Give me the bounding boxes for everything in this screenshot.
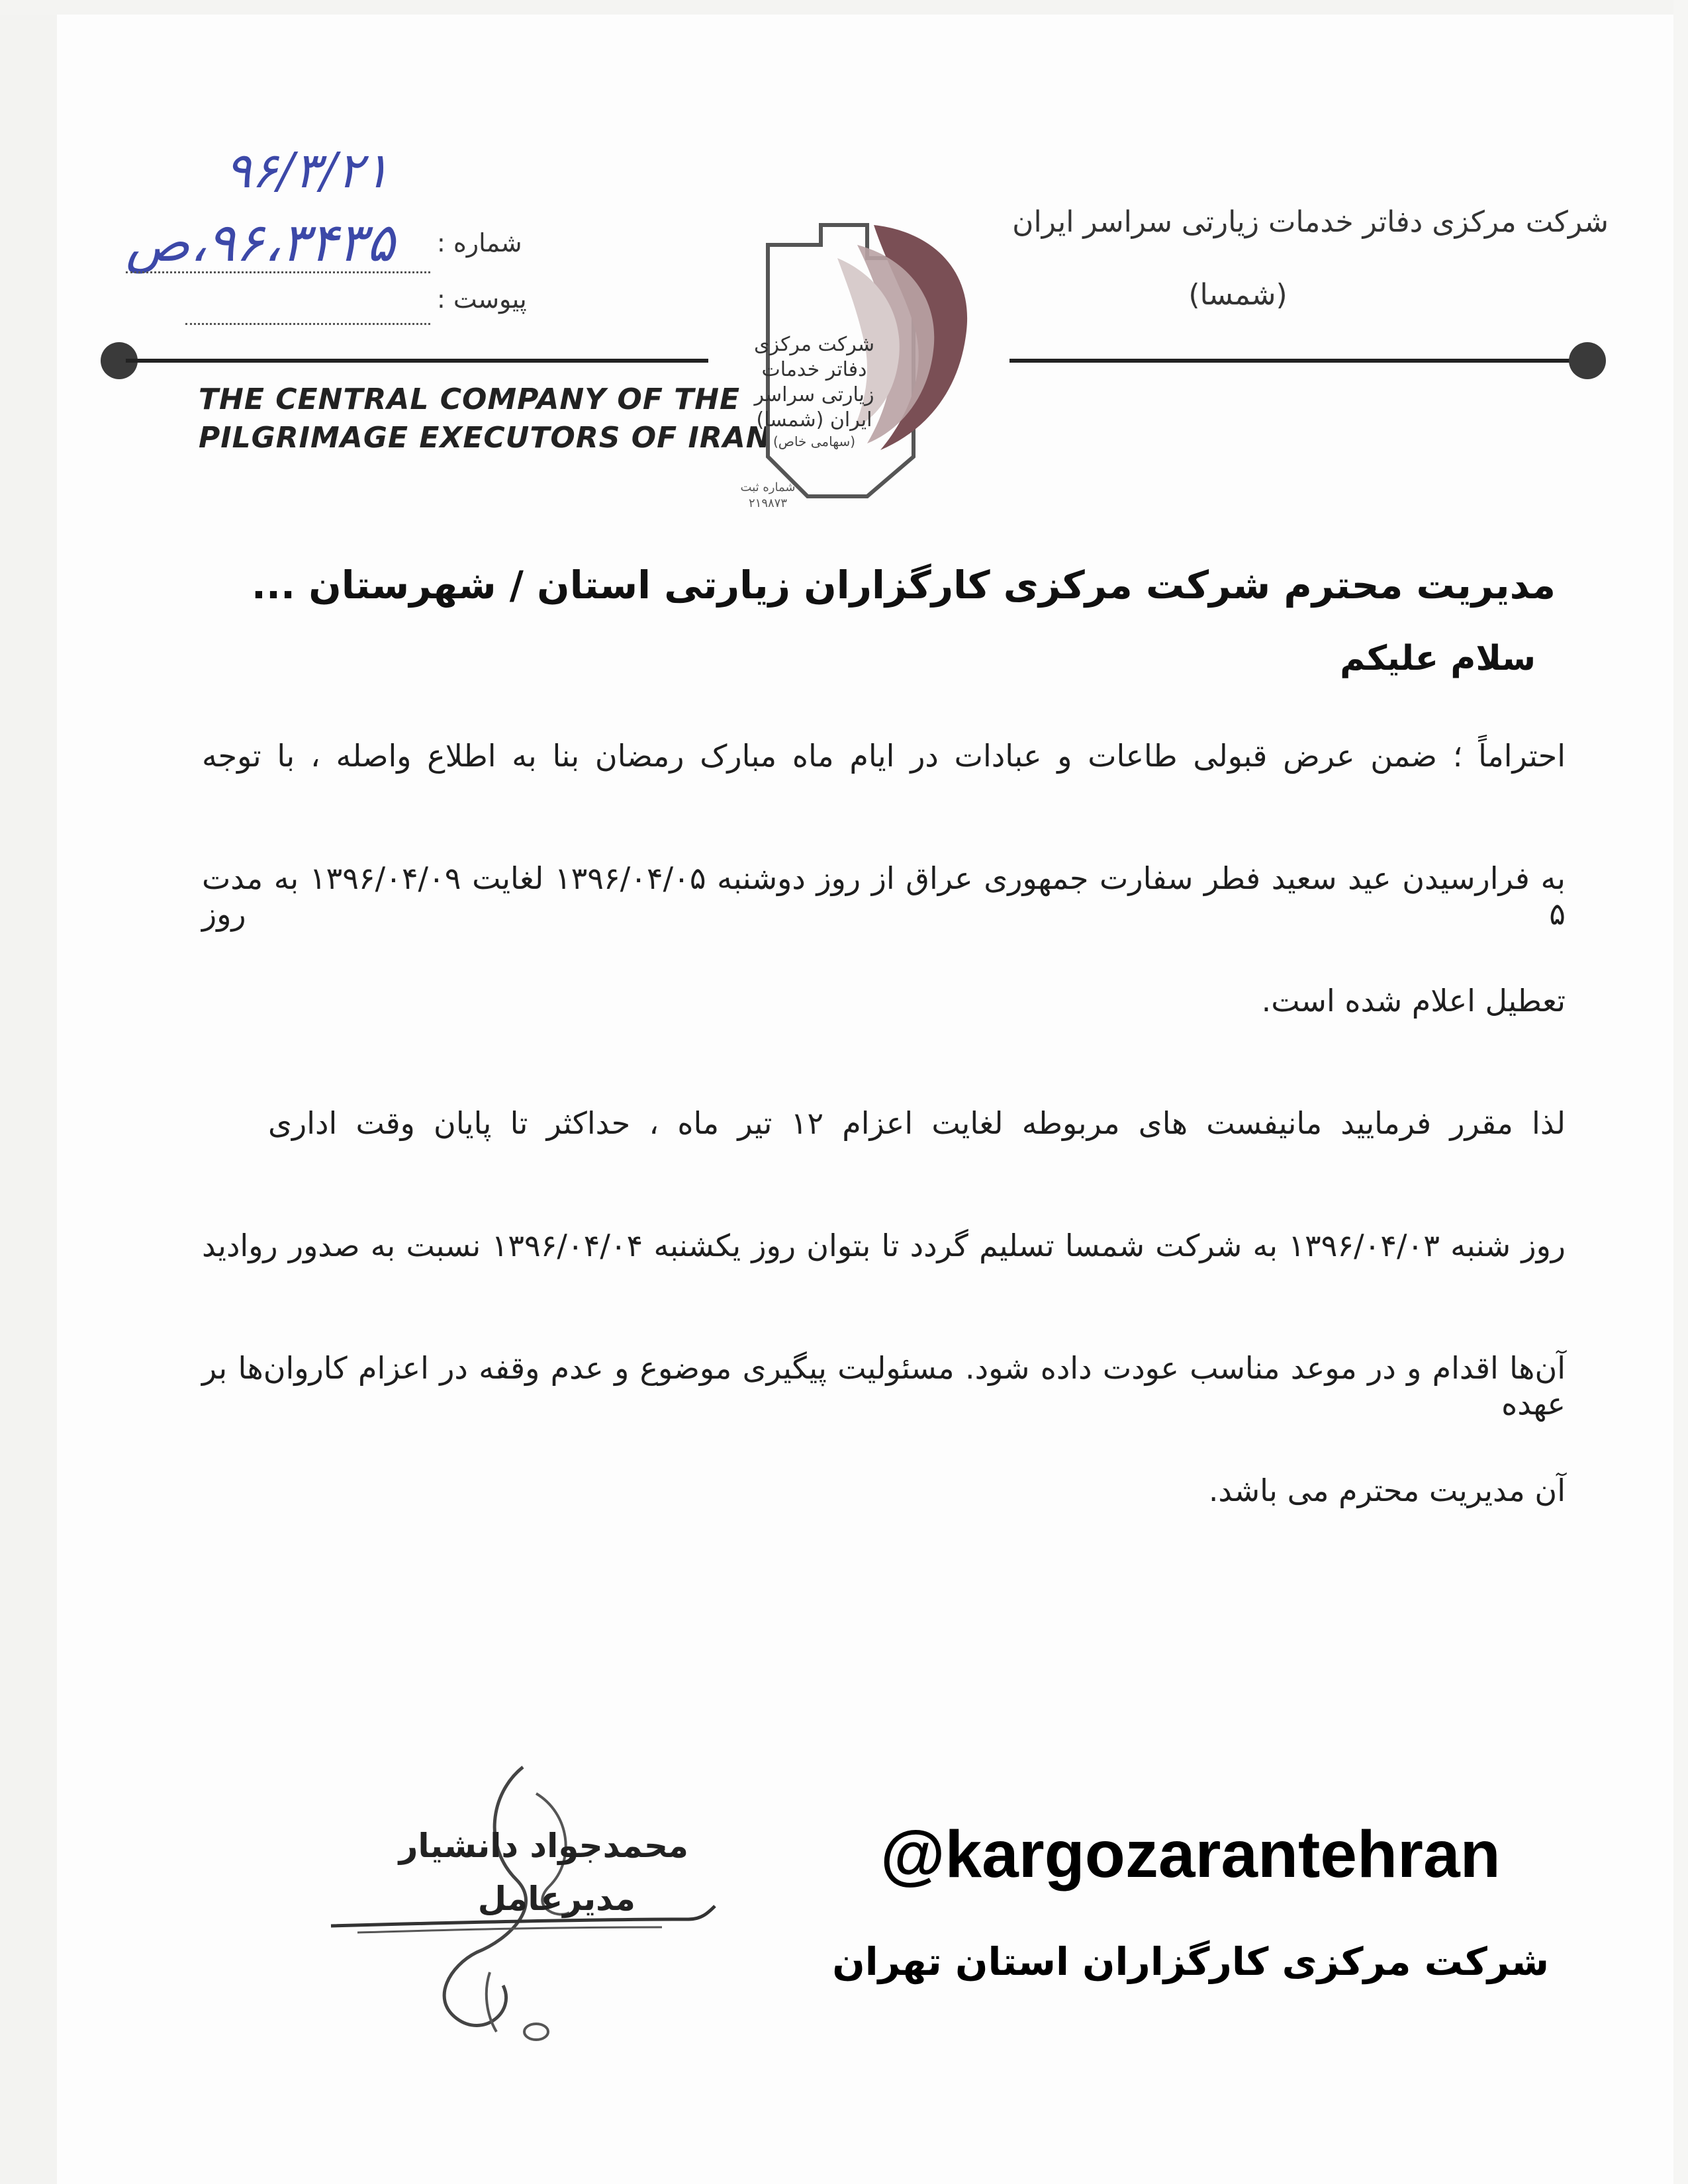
paragraph2-line2: روز شنبه ۱۳۹۶/۰۴/۰۳ به شرکت شمسا تسلیم گردد تا بتوان روز یکشنبه ۱۳۹۶/۰۴/۰۴ نسبت به صدور روادید — [202, 1228, 1566, 1263]
company-name-english-line2: PILGRIMAGE EXECUTORS OF IRAN — [199, 421, 771, 455]
scan-edge-left — [0, 0, 57, 2184]
paragraph1-line2: به فرارسیدن عید سعید فطر سفارت جمهوری عراق از روز دوشنبه ۱۳۹۶/۰۴/۰۵ لغایت ۱۳۹۶/۰۴/۰۹ به مدت ۵ روز — [202, 860, 1566, 932]
header-rule-right-dot — [1569, 342, 1606, 379]
paragraph1-line3: تعطیل اعلام شده است. — [1261, 983, 1566, 1019]
signer-title: مدیرعامل — [477, 1880, 635, 1918]
paragraph2-line4: آن مدیریت محترم می باشد. — [1208, 1473, 1566, 1508]
signer-name: محمدجواد دانشیار — [399, 1827, 688, 1865]
paragraph2-line1: لذا مقرر فرمایید مانیفست های مربوطه لغایت اعزام ۱۲ تیر ماه ، حداکثر تا پایان وقت اداری — [268, 1105, 1566, 1141]
header-rule-right — [1009, 359, 1585, 363]
handwritten-date: ۹۶/۳/۲۱ — [225, 142, 390, 199]
logo-text-line1: شرکت مرکزی — [754, 333, 874, 356]
company-logo — [715, 218, 993, 523]
attachment-field-label: پیوست : — [437, 285, 527, 314]
watermark-caption: شرکت مرکزی کارگزاران استان تهران — [832, 1939, 1549, 1984]
scan-edge-top — [0, 0, 1688, 15]
company-name-persian: شرکت مرکزی دفاتر خدمات زیارتی سراسر ایران — [1012, 205, 1609, 239]
logo-registration-number: ۲۱۹۸۷۳ — [748, 496, 788, 510]
company-abbreviation: (شمسا) — [1188, 278, 1288, 312]
paragraph2-line3: آن‌ها اقدام و در موعد مناسب عودت داده شود. مسئولیت پیگیری موضوع و عدم وقفه در اعزام کاروان‌ها بر عهده — [202, 1350, 1566, 1422]
company-name-english-line1: THE CENTRAL COMPANY OF THE — [199, 383, 741, 416]
logo-text-line5: (سهامی خاص) — [773, 433, 856, 449]
number-field-line — [126, 271, 430, 273]
handwritten-letter-number: ۹۶،۳۴۳۵،ص — [126, 212, 395, 273]
attachment-field-line — [185, 323, 430, 325]
letter-greeting: سلام علیکم — [1340, 639, 1536, 678]
logo-registration-label: شماره ثبت — [740, 480, 796, 494]
number-field-label: شماره : — [437, 228, 522, 257]
watermark-handle: @kargozarantehran — [880, 1817, 1501, 1891]
logo-text-line3: زیارتی سراسر — [754, 383, 874, 406]
logo-text-line2: دفاتر خدمات — [761, 358, 867, 381]
logo-text-line4: ایران (شمسا) — [756, 408, 872, 432]
paragraph1-line1: احتراماً ؛ ضمن عرض قبولی طاعات و عبادات در ایام ماه مبارک رمضان بنا به اطلاع واصله ، با توجه — [202, 738, 1566, 774]
header-rule-left — [126, 359, 708, 363]
letter-addressee: مدیریت محترم شرکت مرکزی کارگزاران زیارتی استان / شهرستان ... — [251, 563, 1556, 608]
company-name-english — [199, 381, 771, 457]
scan-edge-right — [1673, 0, 1688, 2184]
